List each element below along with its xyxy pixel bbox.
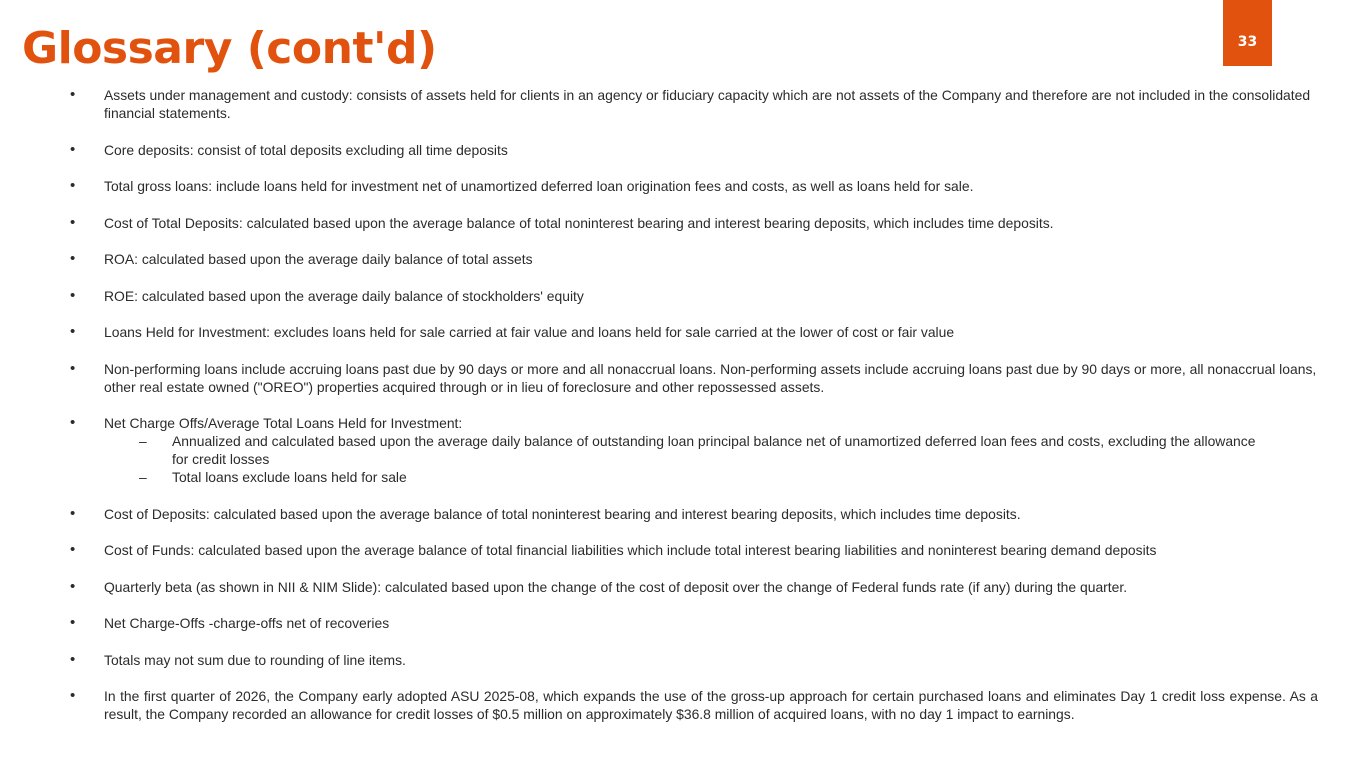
page-number-badge: 33 [1223,0,1272,66]
page-title: Glossary (cont'd) [22,23,437,74]
glossary-item-net-charge-offs: • Net Charge-Offs -charge-offs net of recoveries [66,614,1318,632]
glossary-item-totals-rounding: • Totals may not sum due to rounding of line items. [66,651,1318,669]
glossary-item-core-deposits: • Core deposits: consist of total deposits excluding all time deposits [66,141,1318,159]
glossary-item-total-gross-loans: • Total gross loans: include loans held for investment net of unamortized deferred loan origination fees and costs, as well as loans held for sale. [66,177,1318,195]
glossary-item-assets-under-management: • Assets under management and custody: consists of assets held for clients in an agency or fiduciary capacity which are not assets of the Company and therefore are not included in the consolidated financial statements. [66,86,1318,122]
glossary-subitem-total-loans: – Total loans exclude loans held for sale [104,468,1318,486]
glossary-list [66,86,1318,742]
glossary-item-label: Net Charge Offs/Average Total Loans Held for Investment: [104,415,463,431]
glossary-item-roe: • ROE: calculated based upon the average daily balance of stockholders' equity [66,287,1318,305]
glossary-item-loans-held-for-investment: • Loans Held for Investment: excludes loans held for sale carried at fair value and loans held for sale carried at the lower of cost or fair value [66,323,1318,341]
glossary-sublist [104,432,1318,486]
glossary-item-cost-of-deposits: • Cost of Deposits: calculated based upon the average balance of total noninterest bearing and interest bearing deposits, which includes time deposits. [66,505,1318,523]
glossary-item-asu-2025-08: • In the first quarter of 2026, the Company early adopted ASU 2025-08, which expands the use of the gross-up approach for certain purchased loans and eliminates Day 1 credit loss expense. As a result, the Company recorded an allowance for credit losses of $0.5 million on approximately $36.8 million of acquired loans, with no day 1 impact to earnings. [66,687,1318,723]
glossary-item-roa: • ROA: calculated based upon the average daily balance of total assets [66,250,1318,268]
glossary-subitem-annualized: – Annualized and calculated based upon the average daily balance of outstanding loan principal balance net of unamortized deferred loan fees and costs, excluding the allowance for credit losses [104,432,1318,468]
glossary-item-non-performing-loans: • Non-performing loans include accruing loans past due by 90 days or more and all nonaccrual loans. Non-performing assets include accruing loans past due by 90 days or more, all nonaccrual loans, other real estate owned ("OREO") properties acquired through or in lieu of foreclosure and other repossessed assets. [66,360,1318,396]
glossary-item-net-charge-offs-ratio [66,414,1318,486]
glossary-item-cost-of-funds: • Cost of Funds: calculated based upon the average balance of total financial liabilities which include total interest bearing liabilities and noninterest bearing demand deposits [66,541,1318,559]
glossary-item-quarterly-beta: • Quarterly beta (as shown in NII & NIM Slide): calculated based upon the change of the cost of deposit over the change of Federal funds rate (if any) during the quarter. [66,578,1318,596]
glossary-item-cost-of-total-deposits: • Cost of Total Deposits: calculated based upon the average balance of total noninterest bearing and interest bearing deposits, which includes time deposits. [66,214,1318,232]
